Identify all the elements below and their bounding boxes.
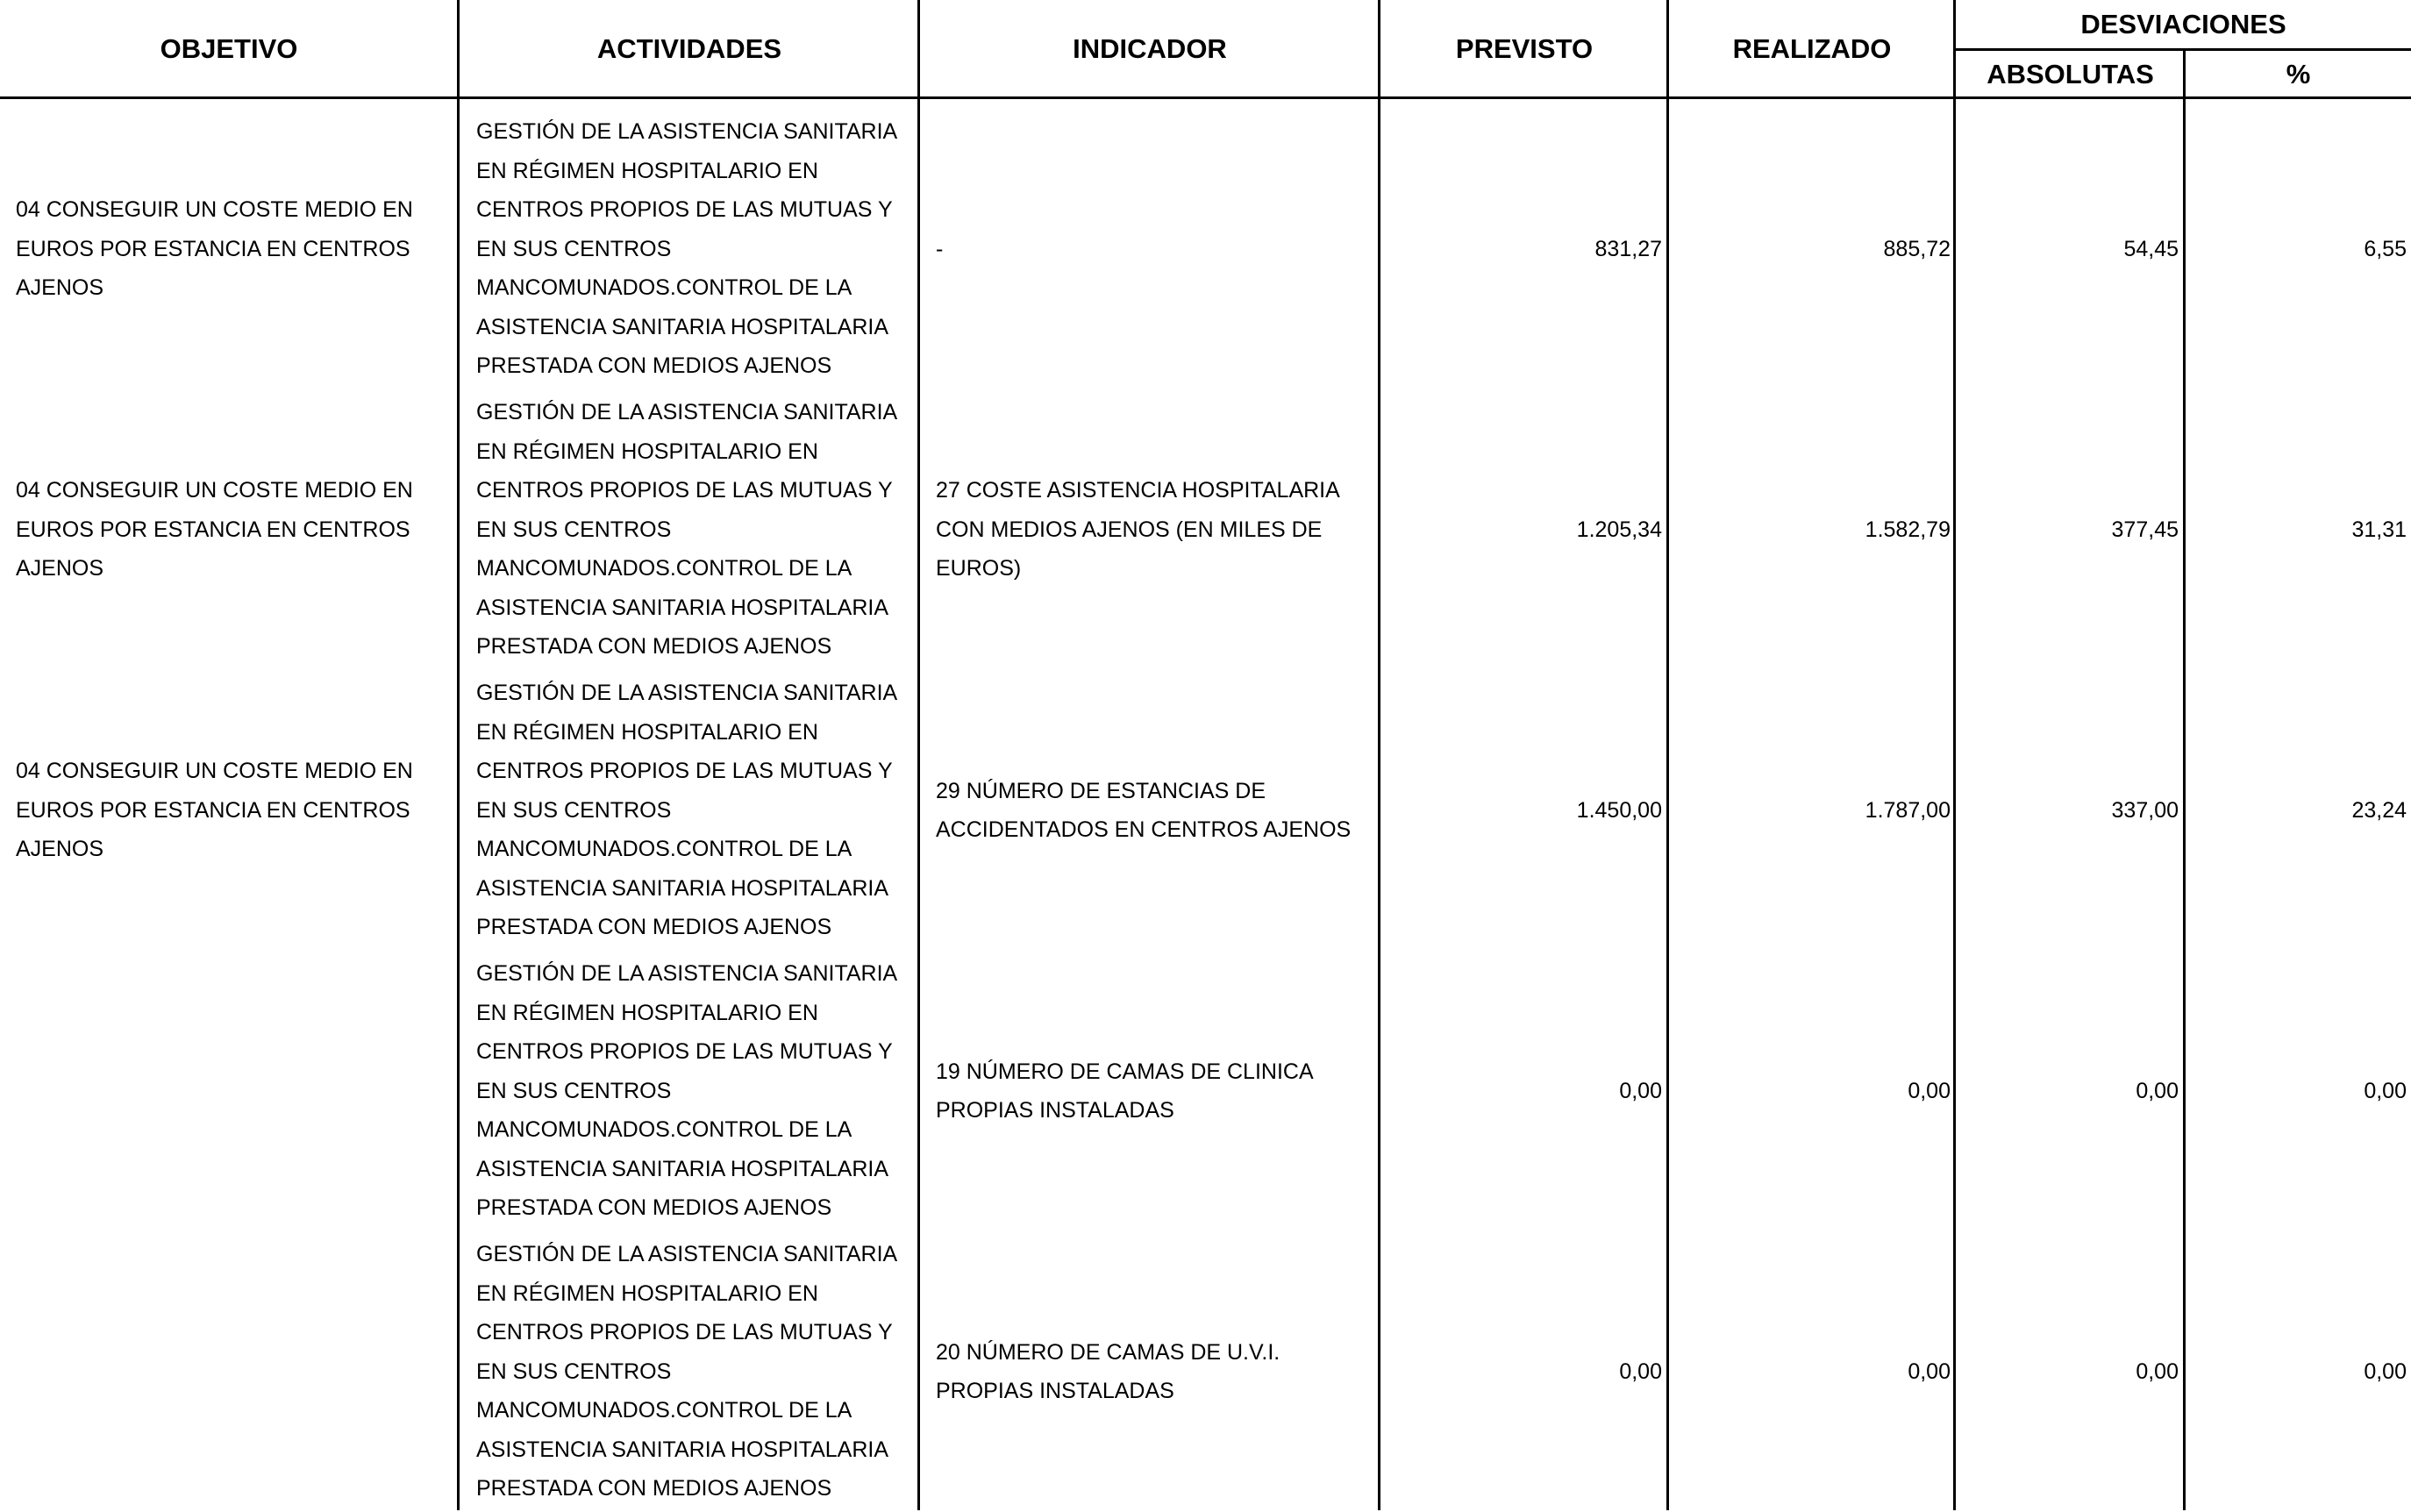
indicador-cell: 19 NÚMERO DE CAMAS DE CLINICA PROPIAS INSTALADAS bbox=[936, 1059, 1314, 1123]
header-indicador: INDICADOR bbox=[1073, 33, 1227, 64]
table-row bbox=[0, 109, 2411, 389]
table-row bbox=[0, 1231, 2411, 1512]
previsto-cell: 831,27 bbox=[1594, 236, 1662, 261]
table-row bbox=[0, 951, 2411, 1231]
realizado-cell: 1.787,00 bbox=[1865, 797, 1951, 823]
actividades-cell: GESTIÓN DE LA ASISTENCIA SANITARIA EN RÉGIMEN HOSPITALARIO EN CENTROS PROPIOS DE LAS MUTUAS Y EN SUS CENTROS MANCOMUNADOS.CONTROL DE LA ASISTENCIA SANITARIA HOSPITALARIA PRESTADA CON MEDIOS AJENOS bbox=[476, 119, 898, 379]
porcentaje-cell: 23,24 bbox=[2351, 797, 2407, 823]
absolutas-cell: 0,00 bbox=[2136, 1078, 2179, 1103]
absolutas-cell: 337,00 bbox=[2111, 797, 2179, 823]
porcentaje-cell: 6,55 bbox=[2364, 236, 2407, 261]
header-actividades: ACTIVIDADES bbox=[596, 33, 782, 64]
objetivo-cell: 04 CONSEGUIR UN COSTE MEDIO EN EUROS POR ESTANCIA EN CENTROS AJENOS bbox=[16, 197, 413, 301]
realizado-cell: 1.582,79 bbox=[1865, 517, 1951, 542]
actividades-cell: GESTIÓN DE LA ASISTENCIA SANITARIA EN RÉGIMEN HOSPITALARIO EN CENTROS PROPIOS DE LAS MUTUAS Y EN SUS CENTROS MANCOMUNADOS.CONTROL DE LA ASISTENCIA SANITARIA HOSPITALARIA PRESTADA CON MEDIOS AJENOS bbox=[476, 681, 898, 940]
porcentaje-cell: 0,00 bbox=[2364, 1359, 2407, 1384]
header-objetivo: OBJETIVO bbox=[160, 33, 298, 64]
realizado-cell: 0,00 bbox=[1908, 1359, 1951, 1384]
actividades-cell: GESTIÓN DE LA ASISTENCIA SANITARIA EN RÉGIMEN HOSPITALARIO EN CENTROS PROPIOS DE LAS MUTUAS Y EN SUS CENTROS MANCOMUNADOS.CONTROL DE LA ASISTENCIA SANITARIA HOSPITALARIA PRESTADA CON MEDIOS AJENOS bbox=[476, 400, 898, 660]
indicador-cell: 29 NÚMERO DE ESTANCIAS DE ACCIDENTADOS EN CENTROS AJENOS bbox=[936, 778, 1352, 842]
indicador-cell: - bbox=[936, 236, 944, 261]
table-row bbox=[0, 389, 2411, 670]
previsto-cell: 0,00 bbox=[1619, 1359, 1662, 1384]
previsto-cell: 0,00 bbox=[1619, 1078, 1662, 1103]
actividades-cell: GESTIÓN DE LA ASISTENCIA SANITARIA EN RÉGIMEN HOSPITALARIO EN CENTROS PROPIOS DE LAS MUTUAS Y EN SUS CENTROS MANCOMUNADOS.CONTROL DE LA ASISTENCIA SANITARIA HOSPITALARIA PRESTADA CON MEDIOS AJENOS bbox=[476, 961, 898, 1221]
header-realizado: REALIZADO bbox=[1732, 33, 1892, 64]
previsto-cell: 1.205,34 bbox=[1576, 517, 1662, 542]
objetivo-cell: 04 CONSEGUIR UN COSTE MEDIO EN EUROS POR ESTANCIA EN CENTROS AJENOS bbox=[16, 759, 413, 862]
header-porcentaje: % bbox=[2286, 59, 2311, 89]
porcentaje-cell: 0,00 bbox=[2364, 1078, 2407, 1103]
indicador-cell: 20 NÚMERO DE CAMAS DE U.V.I. PROPIAS INSTALADAS bbox=[936, 1339, 1280, 1403]
absolutas-cell: 0,00 bbox=[2136, 1359, 2179, 1384]
absolutas-cell: 54,45 bbox=[2123, 236, 2179, 261]
indicador-cell: 27 COSTE ASISTENCIA HOSPITALARIA CON MEDIOS AJENOS (EN MILES DE EUROS) bbox=[936, 478, 1340, 581]
objetivo-cell: 04 CONSEGUIR UN COSTE MEDIO EN EUROS POR ESTANCIA EN CENTROS AJENOS bbox=[16, 478, 413, 581]
table-row bbox=[0, 670, 2411, 951]
realizado-cell: 885,72 bbox=[1883, 236, 1951, 261]
header-desviaciones: DESVIACIONES bbox=[2080, 9, 2286, 39]
actividades-cell: GESTIÓN DE LA ASISTENCIA SANITARIA EN RÉGIMEN HOSPITALARIO EN CENTROS PROPIOS DE LAS MUTUAS Y EN SUS CENTROS MANCOMUNADOS.CONTROL DE LA ASISTENCIA SANITARIA HOSPITALARIA PRESTADA CON MEDIOS AJENOS bbox=[476, 1242, 898, 1501]
porcentaje-cell: 31,31 bbox=[2351, 517, 2407, 542]
header-absolutas: ABSOLUTAS bbox=[1987, 59, 2154, 89]
previsto-cell: 1.450,00 bbox=[1576, 797, 1662, 823]
realizado-cell: 0,00 bbox=[1908, 1078, 1951, 1103]
header-previsto: PREVISTO bbox=[1455, 33, 1594, 64]
absolutas-cell: 377,45 bbox=[2111, 517, 2179, 542]
